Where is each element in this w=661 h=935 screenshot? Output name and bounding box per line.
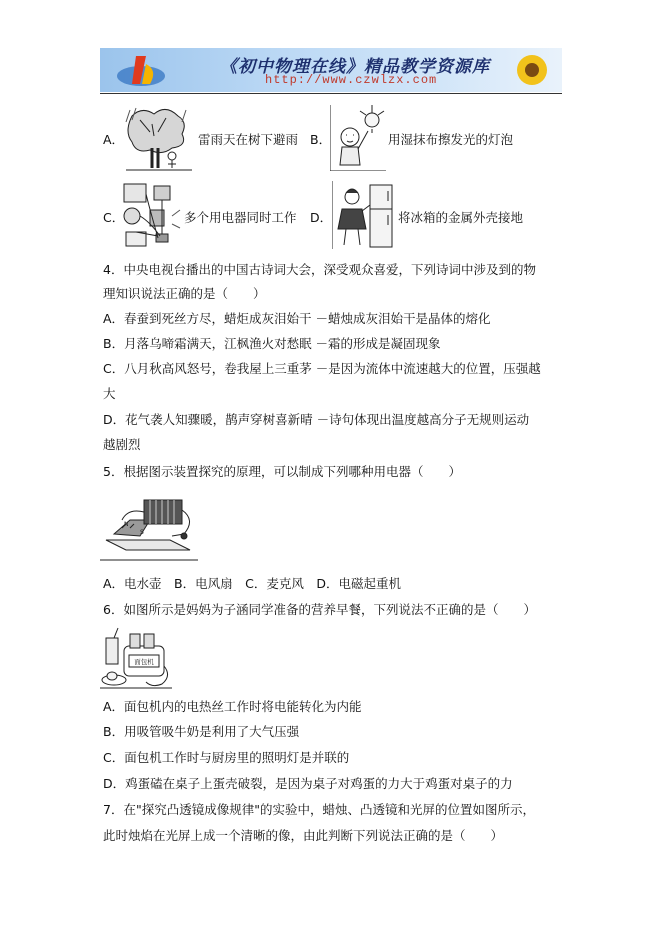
svg-text:S: S <box>140 529 144 536</box>
q7-stem-line1: 7．在"探究凸透镜成像规律"的实验中，蜡烛、凸透镜和光屏的位置如图所示， <box>103 802 535 817</box>
q4-option-d-line1: D．花气袭人知骤暖，鹊声穿树喜新晴 －诗句体现出温度越高分子无规则运动 <box>103 412 530 427</box>
header-rule <box>100 93 562 94</box>
q6-option-b: B．用吸管吸牛奶是利用了大气压强 <box>103 724 300 739</box>
q4-stem-line1: 4．中央电视台播出的中国古诗词大会，深受观众喜爱，下列诗词中涉及到的物 <box>103 262 536 277</box>
tree-in-storm-image <box>122 106 194 174</box>
overloaded-socket-image <box>120 180 182 250</box>
q3-option-b-text: 用湿抹布擦发光的灯泡 <box>388 132 514 147</box>
q4-option-d-line2: 越剧烈 <box>103 437 141 452</box>
q6-stem: 6．如图所示是妈妈为子涵同学准备的营养早餐，下列说法不正确的是（ ） <box>103 602 536 617</box>
q4-option-c-line2: 大 <box>103 386 116 401</box>
sunflower-icon <box>508 50 556 90</box>
q3-option-a-letter: A． <box>103 132 125 147</box>
q6-option-a: A．面包机内的电热丝工作时将电能转化为内能 <box>103 699 362 714</box>
q3-option-a-text: 雷雨天在树下避雨 <box>198 132 299 147</box>
toaster-label: 面包机 <box>134 658 154 666</box>
site-title: 《初中物理在线》精品教学资源库 <box>220 57 490 77</box>
q4-option-c-line1: C．八月秋高风怒号，卷我屋上三重茅 －是因为流体中流速越大的位置，压强越 <box>103 361 541 376</box>
fridge-grounding-image <box>332 181 396 251</box>
q7-stem-line2: 此时烛焰在光屏上成一个清晰的像，由此判断下列说法正确的是（ ） <box>103 828 504 843</box>
q3-option-c-text: 多个用电器同时工作 <box>184 210 297 225</box>
q3-option-b-letter: B． <box>310 132 332 147</box>
q3-option-c-letter: C． <box>103 210 125 225</box>
header-banner <box>100 48 562 92</box>
site-logo <box>106 50 176 90</box>
q4-option-b: B．月落乌啼霜满天，江枫渔火对愁眠 －霜的形成是凝固现象 <box>103 336 441 351</box>
q6-option-d: D．鸡蛋磕在桌子上蛋壳破裂，是因为桌子对鸡蛋的力大于鸡蛋对桌子的力 <box>103 776 513 791</box>
q5-options: A．电水壶 B．电风扇 C．麦克风 D．电磁起重机 <box>103 576 401 591</box>
q6-option-c: C．面包机工作时与厨房里的照明灯是并联的 <box>103 750 350 765</box>
site-url: http://www.czwlzx.com <box>265 73 438 87</box>
svg-text:N: N <box>124 521 129 528</box>
q4-stem-line2: 理知识说法正确的是（ ） <box>103 286 266 301</box>
electromagnet-apparatus-image <box>100 490 200 562</box>
q4-option-a: A．春蚕到死丝方尽，蜡炬成灰泪始干 －蜡烛成灰泪始干是晶体的熔化 <box>103 311 491 326</box>
q5-stem: 5．根据图示装置探究的原理，可以制成下列哪种用电器（ ） <box>103 464 461 479</box>
breakfast-toaster-image <box>100 626 172 690</box>
q3-option-d-text: 将冰箱的金属外壳接地 <box>398 210 524 225</box>
wet-cloth-bulb-image <box>330 105 386 171</box>
q3-option-d-letter: D． <box>310 210 333 225</box>
